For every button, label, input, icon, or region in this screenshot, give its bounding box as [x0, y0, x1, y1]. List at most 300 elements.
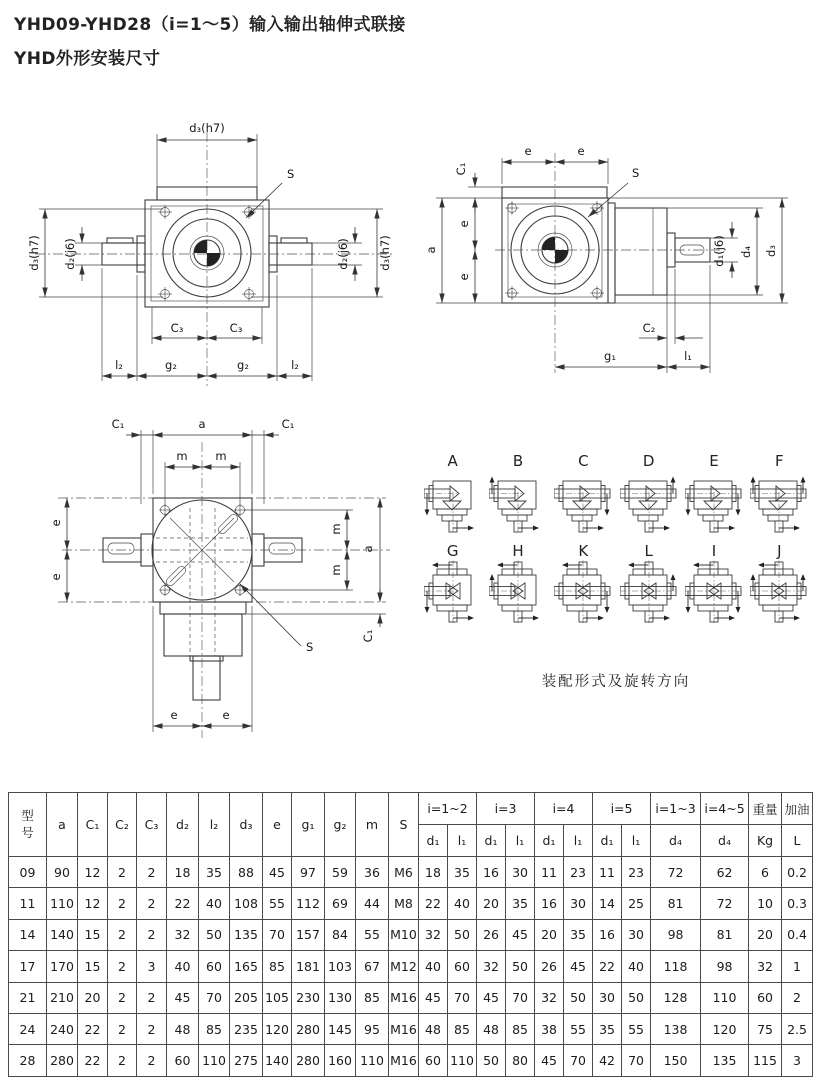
table-cell: 62 — [701, 857, 749, 888]
assembly-letter: D — [642, 452, 655, 470]
dim-label-g2-right: g₂ — [237, 358, 249, 372]
table-cell: 2 — [108, 1045, 137, 1076]
column-header: l₂ — [199, 793, 230, 857]
table-cell: 140 — [47, 919, 78, 950]
dim-label-a-right: a — [361, 545, 375, 553]
dim-label-g1: g₁ — [604, 349, 616, 363]
table-cell: 85 — [506, 1013, 535, 1044]
table-cell: 128 — [651, 982, 701, 1013]
group-header: i=1~3 — [651, 793, 701, 825]
table-cell: 59 — [325, 857, 356, 888]
table-cell: 55 — [622, 1013, 651, 1044]
dim-label-d2-right: d₂(j6) — [336, 238, 350, 270]
table-cell: 280 — [292, 1045, 325, 1076]
s-label: S — [632, 166, 640, 180]
table-cell: 32 — [419, 919, 448, 950]
dim-label-g2-left: g₂ — [165, 358, 177, 372]
table-cell: 70 — [506, 982, 535, 1013]
table-cell: 14 — [593, 888, 622, 919]
sub-header: l₁ — [564, 825, 593, 857]
table-cell: 18 — [419, 857, 448, 888]
table-cell: 40 — [167, 951, 199, 982]
assembly-glyph-L — [620, 560, 678, 624]
table-cell: M8 — [389, 888, 419, 919]
assembly-item-A — [420, 452, 485, 534]
table-cell: 16 — [477, 857, 506, 888]
table-cell: 81 — [701, 919, 749, 950]
table-cell: 2 — [108, 888, 137, 919]
sub-header: l₁ — [506, 825, 535, 857]
table-cell: 48 — [419, 1013, 448, 1044]
dim-label-d3-right: d₃(h7) — [378, 235, 392, 271]
table-cell: 22 — [419, 888, 448, 919]
assembly-item-F — [747, 452, 812, 534]
table-cell: 11 — [9, 888, 47, 919]
table-cell: 118 — [651, 951, 701, 982]
assembly-item-K — [551, 542, 616, 624]
table-row — [9, 888, 813, 919]
dim-label-m-right: m — [215, 449, 227, 463]
dim-label-m-top: m — [329, 523, 343, 535]
sub-header: d₁ — [477, 825, 506, 857]
table-cell: M16 — [389, 1013, 419, 1044]
column-header: m — [356, 793, 389, 857]
column-header: S — [389, 793, 419, 857]
dim-label-e-right: e — [577, 144, 585, 158]
table-cell: 22 — [78, 1045, 108, 1076]
table-cell: 98 — [701, 951, 749, 982]
table-cell: 50 — [622, 982, 651, 1013]
table-cell: 16 — [535, 888, 564, 919]
table-cell: 0.3 — [782, 888, 813, 919]
assembly-glyph-C — [554, 470, 612, 534]
table-cell: 23 — [564, 857, 593, 888]
table-cell: 35 — [199, 857, 230, 888]
table-cell: 105 — [263, 982, 292, 1013]
table-cell: 2 — [108, 1013, 137, 1044]
table-cell: 181 — [292, 951, 325, 982]
assembly-letter: K — [578, 542, 589, 560]
table-cell: 70 — [564, 1045, 593, 1076]
table-cell: 95 — [356, 1013, 389, 1044]
sub-header: d₁ — [593, 825, 622, 857]
dim-label-e-bottom-left: e — [170, 708, 178, 722]
group-header: 重量 — [749, 793, 782, 825]
table-cell: 2 — [108, 951, 137, 982]
table-cell: 84 — [325, 919, 356, 950]
table-cell: 70 — [263, 919, 292, 950]
table-cell: M16 — [389, 1045, 419, 1076]
table-cell: 30 — [593, 982, 622, 1013]
table-cell: M6 — [389, 857, 419, 888]
table-cell: 32 — [167, 919, 199, 950]
table-cell: 205 — [230, 982, 263, 1013]
table-cell: 15 — [78, 951, 108, 982]
table-cell: 60 — [749, 982, 782, 1013]
table-cell: 69 — [325, 888, 356, 919]
table-cell: 30 — [564, 888, 593, 919]
dim-label-d4: d₄ — [739, 246, 753, 258]
assembly-letter: G — [446, 542, 459, 560]
table-cell: 90 — [47, 857, 78, 888]
table-cell: 70 — [448, 982, 477, 1013]
table-cell: 48 — [477, 1013, 506, 1044]
dim-label-c3-right: C₃ — [229, 321, 243, 335]
table-row — [9, 1045, 813, 1076]
table-cell: 115 — [749, 1045, 782, 1076]
sub-header: l₁ — [448, 825, 477, 857]
dim-label-d1: d₁(j6) — [712, 235, 726, 267]
group-header: 加油 — [782, 793, 813, 825]
table-cell: 2 — [137, 857, 167, 888]
sub-header: d₄ — [701, 825, 749, 857]
dim-label-a-top: a — [198, 417, 206, 431]
table-cell: 11 — [535, 857, 564, 888]
table-cell: 275 — [230, 1045, 263, 1076]
table-cell: 112 — [292, 888, 325, 919]
table-cell: 108 — [230, 888, 263, 919]
table-cell: 2.5 — [782, 1013, 813, 1044]
table-row — [9, 919, 813, 950]
column-header: C₂ — [108, 793, 137, 857]
table-cell: 45 — [477, 982, 506, 1013]
table-cell: 20 — [749, 919, 782, 950]
table-cell: 88 — [230, 857, 263, 888]
table-cell: 09 — [9, 857, 47, 888]
table-cell: 16 — [593, 919, 622, 950]
page-subtitle: YHD外形安装尺寸 — [14, 49, 161, 69]
column-header: a — [47, 793, 78, 857]
assembly-letter: A — [447, 452, 458, 470]
table-cell: 60 — [448, 951, 477, 982]
table-cell: 50 — [448, 919, 477, 950]
column-header: e — [263, 793, 292, 857]
assembly-glyph-B — [489, 470, 547, 534]
table-cell: 70 — [622, 1045, 651, 1076]
table-cell: 11 — [593, 857, 622, 888]
table-cell: 81 — [651, 888, 701, 919]
table-cell: 85 — [199, 1013, 230, 1044]
table-cell: 30 — [506, 857, 535, 888]
drawing-side-view — [420, 105, 815, 405]
table-cell: 30 — [622, 919, 651, 950]
s-label: S — [287, 167, 295, 181]
table-cell: M12 — [389, 951, 419, 982]
column-header: C₃ — [137, 793, 167, 857]
table-cell: 6 — [749, 857, 782, 888]
table-row — [9, 857, 813, 888]
page-title: YHD09-YHD28（i=1～5）输入输出轴伸式联接 — [14, 15, 406, 35]
table-cell: 38 — [535, 1013, 564, 1044]
assembly-letter: B — [512, 452, 524, 470]
assembly-letter: I — [711, 542, 717, 560]
table-cell: 235 — [230, 1013, 263, 1044]
table-cell: 40 — [448, 888, 477, 919]
table-cell: 18 — [167, 857, 199, 888]
table-cell: 135 — [230, 919, 263, 950]
table-cell: 45 — [535, 1045, 564, 1076]
assembly-glyph-K — [554, 560, 612, 624]
table-cell: 50 — [477, 1045, 506, 1076]
table-cell: 28 — [9, 1045, 47, 1076]
table-cell: 150 — [651, 1045, 701, 1076]
dim-label-e-left: e — [524, 144, 532, 158]
assembly-glyph-I — [685, 560, 743, 624]
table-cell: 135 — [701, 1045, 749, 1076]
table-cell: 2 — [137, 888, 167, 919]
table-cell: 50 — [564, 982, 593, 1013]
table-cell: 210 — [47, 982, 78, 1013]
table-cell: 26 — [477, 919, 506, 950]
sub-header: d₁ — [419, 825, 448, 857]
dim-label-c1-bottom: C₁ — [361, 629, 375, 643]
table-cell: 22 — [167, 888, 199, 919]
table-cell: 85 — [356, 982, 389, 1013]
sub-header: d₁ — [535, 825, 564, 857]
column-header: g₁ — [292, 793, 325, 857]
sub-header: l₁ — [622, 825, 651, 857]
assembly-glyph-F — [750, 470, 808, 534]
dim-label-l2-left: l₂ — [115, 358, 123, 372]
table-row — [9, 951, 813, 982]
table-cell: 67 — [356, 951, 389, 982]
table-cell: 17 — [9, 951, 47, 982]
drawing-top-view — [22, 408, 422, 753]
table-cell: 32 — [749, 951, 782, 982]
dim-label-l2-right: l₂ — [291, 358, 299, 372]
assembly-item-G — [420, 542, 485, 624]
table-cell: 240 — [47, 1013, 78, 1044]
assembly-letter: E — [709, 452, 719, 470]
group-header: i=5 — [593, 793, 651, 825]
assembly-item-J — [747, 542, 812, 624]
table-cell: 48 — [167, 1013, 199, 1044]
table-cell: 0.4 — [782, 919, 813, 950]
table-cell: 50 — [506, 951, 535, 982]
table-cell: 12 — [78, 888, 108, 919]
table-cell: 0.2 — [782, 857, 813, 888]
table-cell: 55 — [356, 919, 389, 950]
group-header: i=4 — [535, 793, 593, 825]
table-cell: 170 — [47, 951, 78, 982]
dim-label-c3-left: C₃ — [170, 321, 184, 335]
table-cell: 97 — [292, 857, 325, 888]
assembly-glyph-E — [685, 470, 743, 534]
dim-label-m-left: m — [176, 449, 188, 463]
dim-label-c1-right: C₁ — [281, 417, 295, 431]
assembly-glyph-H — [489, 560, 547, 624]
dim-label-e-left-top: e — [49, 519, 63, 527]
table-cell: 36 — [356, 857, 389, 888]
assembly-letter: H — [512, 542, 524, 560]
column-header: g₂ — [325, 793, 356, 857]
table-cell: 15 — [78, 919, 108, 950]
table-cell: 2 — [108, 919, 137, 950]
table-cell: 2 — [137, 982, 167, 1013]
assembly-letter: J — [777, 542, 782, 560]
table-row — [9, 982, 813, 1013]
dim-label-c2: C₂ — [642, 321, 656, 335]
assembly-item-E — [681, 452, 746, 534]
table-cell: 50 — [199, 919, 230, 950]
table-cell: M16 — [389, 982, 419, 1013]
table-cell: 280 — [292, 1013, 325, 1044]
table-cell: 230 — [292, 982, 325, 1013]
table-cell: 110 — [47, 888, 78, 919]
table-cell: 98 — [651, 919, 701, 950]
group-header: i=4~5 — [701, 793, 749, 825]
column-header — [9, 793, 47, 857]
table-cell: 40 — [419, 951, 448, 982]
assembly-letter: C — [578, 452, 589, 470]
assembly-letter: F — [775, 452, 784, 470]
table-cell: 103 — [325, 951, 356, 982]
table-cell: 22 — [593, 951, 622, 982]
dim-label-m-bottom: m — [329, 564, 343, 576]
assembly-item-D — [616, 452, 681, 534]
table-cell: 55 — [263, 888, 292, 919]
table-cell: 110 — [701, 982, 749, 1013]
sub-header: L — [782, 825, 813, 857]
dim-label-e-top: e — [457, 220, 471, 228]
table-cell: 45 — [506, 919, 535, 950]
table-cell: 45 — [167, 982, 199, 1013]
table-cell: 20 — [477, 888, 506, 919]
table-cell: 60 — [167, 1045, 199, 1076]
dimension-table — [8, 792, 813, 1077]
table-cell: 3 — [782, 1045, 813, 1076]
table-cell: 35 — [506, 888, 535, 919]
dim-label-d3-top: d₃(h7) — [189, 121, 225, 135]
table-cell: 2 — [782, 982, 813, 1013]
table-cell: 24 — [9, 1013, 47, 1044]
dim-label-e-left-bottom: e — [49, 573, 63, 581]
table-cell: 55 — [564, 1013, 593, 1044]
table-cell: 75 — [749, 1013, 782, 1044]
dim-label-c1-left: C₁ — [111, 417, 125, 431]
dim-label-c1: C₁ — [454, 162, 468, 176]
table-cell: 1 — [782, 951, 813, 982]
table-cell: 110 — [356, 1045, 389, 1076]
table-cell: 165 — [230, 951, 263, 982]
table-cell: M10 — [389, 919, 419, 950]
table-cell: 60 — [419, 1045, 448, 1076]
table-cell: 42 — [593, 1045, 622, 1076]
table-cell: 72 — [701, 888, 749, 919]
table-row — [9, 1013, 813, 1044]
table-cell: 45 — [263, 857, 292, 888]
assembly-glyph-D — [620, 470, 678, 534]
assembly-item-I — [681, 542, 746, 624]
table-cell: 23 — [622, 857, 651, 888]
table-cell: 110 — [448, 1045, 477, 1076]
table-cell: 110 — [199, 1045, 230, 1076]
group-header: i=1~2 — [419, 793, 477, 825]
assembly-letter: L — [644, 542, 653, 560]
dim-label-l1: l₁ — [684, 349, 692, 363]
table-cell: 21 — [9, 982, 47, 1013]
column-header: d₂ — [167, 793, 199, 857]
dim-label-e-bottom-right: e — [222, 708, 230, 722]
table-cell: 85 — [448, 1013, 477, 1044]
table-cell: 2 — [137, 1013, 167, 1044]
table-cell: 10 — [749, 888, 782, 919]
assembly-glyph-A — [424, 470, 482, 534]
assembly-item-C — [551, 452, 616, 534]
table-cell: 14 — [9, 919, 47, 950]
table-cell: 32 — [477, 951, 506, 982]
table-cell: 40 — [199, 888, 230, 919]
table-cell: 32 — [535, 982, 564, 1013]
table-cell: 2 — [108, 857, 137, 888]
dim-label-d2-left: d₂(j6) — [63, 238, 77, 270]
table-cell: 72 — [651, 857, 701, 888]
table-cell: 120 — [701, 1013, 749, 1044]
table-cell: 140 — [263, 1045, 292, 1076]
s-label: S — [306, 640, 314, 654]
group-header: i=3 — [477, 793, 535, 825]
table-cell: 120 — [263, 1013, 292, 1044]
table-cell: 138 — [651, 1013, 701, 1044]
table-cell: 45 — [564, 951, 593, 982]
table-cell: 280 — [47, 1045, 78, 1076]
dim-label-a: a — [424, 246, 438, 254]
table-cell: 85 — [263, 951, 292, 982]
table-cell: 3 — [137, 951, 167, 982]
assembly-item-L — [616, 542, 681, 624]
table-cell: 40 — [622, 951, 651, 982]
table-cell: 157 — [292, 919, 325, 950]
assembly-glyph-J — [750, 560, 808, 624]
table-cell: 45 — [419, 982, 448, 1013]
assembly-grid — [420, 452, 812, 624]
dim-label-d3-left: d₃(h7) — [27, 235, 41, 271]
table-cell: 2 — [137, 919, 167, 950]
table-cell: 145 — [325, 1013, 356, 1044]
table-cell: 80 — [506, 1045, 535, 1076]
table-cell: 70 — [199, 982, 230, 1013]
table-cell: 2 — [137, 1045, 167, 1076]
column-header-model: 型号 — [21, 808, 34, 840]
assembly-section — [420, 452, 812, 691]
column-header: d₃ — [230, 793, 263, 857]
table-cell: 2 — [108, 982, 137, 1013]
table-cell: 35 — [564, 919, 593, 950]
assembly-caption: 装配形式及旋转方向 — [541, 674, 691, 690]
assembly-item-H — [485, 542, 550, 624]
table-cell: 35 — [593, 1013, 622, 1044]
assembly-glyph-G — [424, 560, 482, 624]
sub-header: Kg — [749, 825, 782, 857]
table-cell: 35 — [448, 857, 477, 888]
assembly-item-B — [485, 452, 550, 534]
table-cell: 60 — [199, 951, 230, 982]
table-cell: 20 — [535, 919, 564, 950]
table-cell: 130 — [325, 982, 356, 1013]
table-cell: 26 — [535, 951, 564, 982]
table-cell: 25 — [622, 888, 651, 919]
dim-label-d3: d₃ — [764, 245, 778, 257]
table-cell: 44 — [356, 888, 389, 919]
table-cell: 160 — [325, 1045, 356, 1076]
column-header: C₁ — [78, 793, 108, 857]
table-cell: 12 — [78, 857, 108, 888]
sub-header: d₄ — [651, 825, 701, 857]
drawing-front-view — [25, 108, 415, 400]
dim-label-e-bottom: e — [457, 273, 471, 281]
table-cell: 20 — [78, 982, 108, 1013]
table-cell: 22 — [78, 1013, 108, 1044]
